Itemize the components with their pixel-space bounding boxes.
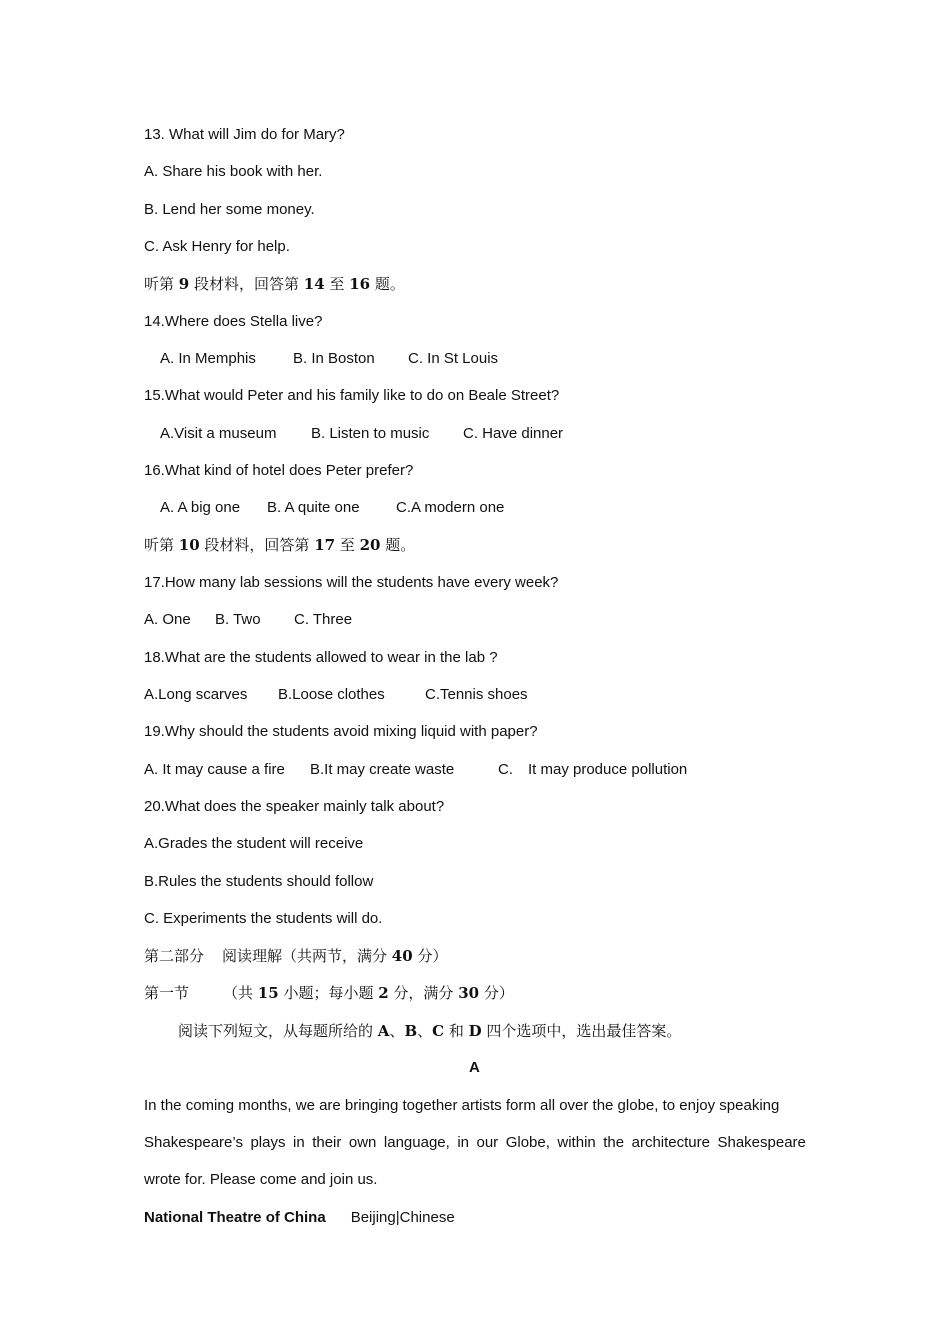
passage-line-2-word: own [348,1134,377,1151]
q19-option-c-text: It may produce pollution [528,761,688,778]
passage-line-2-word: Globe, [505,1134,550,1151]
q15-option-c: C. Have dinner [463,425,564,442]
q17-option-c: C. Three [294,611,353,628]
q19-option-b: B.It may create waste [310,761,455,778]
venue-separator: | [395,1209,400,1226]
passage-line-2-word: plays [250,1134,286,1151]
passage-line-1: In the coming months, we are bringing together artists form all over the globe, to enjoy speaking [144,1097,780,1114]
q16-options [160,498,504,518]
passage-line-2-word: in [293,1134,305,1151]
q20-option-a: A.Grades the student will receive [144,835,364,852]
q18-option-c: C.Tennis shoes [425,686,528,703]
question-20: 20.What does the speaker mainly talk about? [144,798,445,815]
question-14: 14.Where does Stella live? [144,313,323,330]
passage-line-2-word: the [603,1134,625,1151]
q20-option-b: B.Rules the students should follow [144,873,374,890]
q17-option-a: A. One [144,611,191,628]
q16-option-a: A. A big one [160,499,241,516]
q13-option-b: B. Lend her some money. [144,201,315,218]
q14-option-c: C. In St Louis [408,350,499,367]
venue-name: National Theatre of China [144,1209,326,1226]
venue-city: Beijing [350,1209,396,1226]
q18-option-b: B.Loose clothes [278,686,385,703]
q18-options [144,685,528,705]
section-1-heading: 第一节 （共 15 小题；每小题 2 分，满分 30 分） [144,984,514,1002]
q13-option-c: C. Ask Henry for help. [144,238,290,255]
passage-line-2-word: our [476,1134,499,1151]
q14-options [160,349,498,369]
q17-option-b: B. Two [215,611,261,628]
q13-option-a: A. Share his book with her. [144,163,323,180]
question-17: 17.How many lab sessions will the students have every week? [144,574,559,591]
reading-instruction: 阅读下列短文，从每题所给的 A、B、C 和 D 四个选项中，选出最佳答案。 [178,1022,682,1040]
venue-language: Chinese [399,1209,455,1226]
section-10-instruction: 听第 10 段材料，回答第 17 至 20 题。 [144,536,416,554]
passage-line-3: wrote for. Please come and join us. [144,1171,378,1188]
q17-options [144,610,352,630]
q14-option-a: A. In Memphis [160,350,256,367]
q15-option-b: B. Listen to music [311,425,430,442]
q16-option-c: C.A modern one [396,499,505,516]
q14-option-b: B. In Boston [293,350,375,367]
passage-line-2-word: their [312,1134,342,1151]
q19-option-c-label: C. [498,761,513,778]
venue-entry [144,1208,455,1228]
passage-line-2-word: language, [383,1134,450,1151]
question-15: 15.What would Peter and his family like to do on Beale Street? [144,387,560,404]
question-18: 18.What are the students allowed to wear in the lab ? [144,649,498,666]
question-13: 13. What will Jim do for Mary? [144,126,345,143]
passage-line-2-word: within [557,1134,596,1151]
passage-line-2-word: architecture [631,1134,710,1151]
q20-option-c: C. Experiments the students will do. [144,910,383,927]
q19-options [144,760,687,780]
q16-option-b: B. A quite one [267,499,360,516]
passage-heading: A [469,1059,480,1076]
passage-line-2 [144,1133,806,1153]
question-19: 19.Why should the students avoid mixing liquid with paper? [144,723,538,740]
passage-line-2-word: Shakespeare’s [144,1134,243,1151]
q15-options [160,424,563,444]
q19-option-a: A. It may cause a fire [144,761,285,778]
question-16: 16.What kind of hotel does Peter prefer? [144,462,414,479]
part-2-heading: 第二部分 阅读理解（共两节，满分 40 分） [144,947,448,965]
passage-line-2-word: in [457,1134,469,1151]
section-9-instruction: 听第 9 段材料，回答第 14 至 16 题。 [144,275,405,293]
passage-line-2-word: Shakespeare [717,1134,806,1151]
q18-option-a: A.Long scarves [144,686,248,703]
q15-option-a: A.Visit a museum [160,425,277,442]
